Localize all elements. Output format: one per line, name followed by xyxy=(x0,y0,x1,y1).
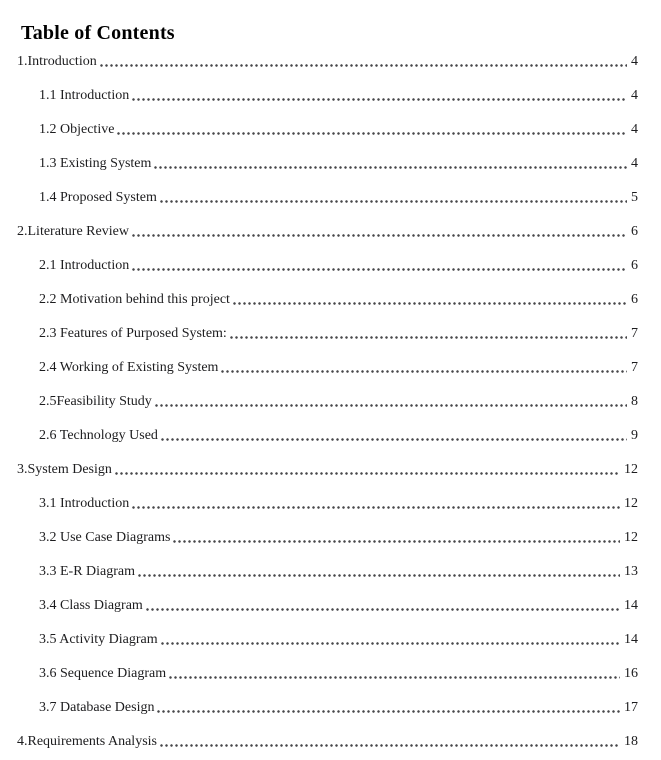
toc-entry-label: 1.3 Existing System xyxy=(39,156,152,171)
toc-entry-label: 2.6 Technology Used xyxy=(39,428,158,443)
toc-entry-label: 2.5Feasibility Study xyxy=(39,394,152,409)
dot-leader xyxy=(114,461,620,479)
toc-page-number: 6 xyxy=(631,258,638,273)
dot-leader xyxy=(131,495,620,513)
dot-leader xyxy=(131,257,627,275)
toc-entry[interactable] xyxy=(17,257,638,275)
toc-entry[interactable] xyxy=(17,529,638,547)
dot-leader xyxy=(154,393,627,411)
toc-page-number: 8 xyxy=(631,394,638,409)
toc-page-number: 9 xyxy=(631,428,638,443)
dot-leader xyxy=(145,597,620,615)
toc-entry[interactable] xyxy=(17,53,638,71)
dot-leader xyxy=(232,291,627,309)
dot-leader xyxy=(220,359,627,377)
toc-list xyxy=(17,53,638,751)
toc-page-number: 7 xyxy=(631,360,638,375)
toc-page-number: 6 xyxy=(631,224,638,239)
toc-entry[interactable] xyxy=(17,427,638,445)
toc-entry[interactable] xyxy=(17,631,638,649)
toc-entry-label: 1.4 Proposed System xyxy=(39,190,157,205)
dot-leader xyxy=(99,53,627,71)
toc-entry[interactable] xyxy=(17,665,638,683)
toc-entry-label: 2.3 Features of Purposed System: xyxy=(39,326,227,341)
dot-leader xyxy=(172,529,620,547)
dot-leader xyxy=(131,87,627,105)
toc-entry[interactable] xyxy=(17,461,638,479)
toc-page-number: 12 xyxy=(624,530,638,545)
toc-entry[interactable] xyxy=(17,393,638,411)
dot-leader xyxy=(229,325,627,343)
toc-page-number: 17 xyxy=(624,700,638,715)
toc-entry-label: 2.Literature Review xyxy=(17,224,129,239)
toc-entry-label: 4.Requirements Analysis xyxy=(17,734,157,749)
toc-page-number: 4 xyxy=(631,156,638,171)
dot-leader xyxy=(137,563,620,581)
toc-entry-label: 2.4 Working of Existing System xyxy=(39,360,219,375)
toc-page-number: 4 xyxy=(631,122,638,137)
toc-entry-label: 2.1 Introduction xyxy=(39,258,130,273)
toc-entry[interactable] xyxy=(17,223,638,241)
toc-entry[interactable] xyxy=(17,87,638,105)
dot-leader xyxy=(160,427,627,445)
toc-entry-label: 3.2 Use Case Diagrams xyxy=(39,530,171,545)
page-title: Table of Contents xyxy=(21,22,175,44)
toc-page-number: 18 xyxy=(624,734,638,749)
dot-leader xyxy=(156,699,620,717)
toc-entry-label: 1.Introduction xyxy=(17,54,97,69)
toc-entry-label: 3.System Design xyxy=(17,462,112,477)
toc-entry-label: 1.1 Introduction xyxy=(39,88,130,103)
toc-entry-label: 1.2 Objective xyxy=(39,122,115,137)
toc-entry[interactable] xyxy=(17,495,638,513)
toc-entry[interactable] xyxy=(17,325,638,343)
toc-entry-label: 3.5 Activity Diagram xyxy=(39,632,158,647)
dot-leader xyxy=(159,189,627,207)
toc-page-number: 13 xyxy=(624,564,638,579)
dot-leader xyxy=(159,733,620,751)
toc-entry-label: 3.4 Class Diagram xyxy=(39,598,143,613)
toc-entry[interactable] xyxy=(17,291,638,309)
dot-leader xyxy=(168,665,620,683)
toc-page-number: 4 xyxy=(631,54,638,69)
toc-entry[interactable] xyxy=(17,733,638,751)
toc-entry[interactable] xyxy=(17,699,638,717)
toc-page-number: 6 xyxy=(631,292,638,307)
toc-entry[interactable] xyxy=(17,563,638,581)
toc-page-number: 14 xyxy=(624,632,638,647)
dot-leader xyxy=(116,121,627,139)
toc-page-number: 12 xyxy=(624,462,638,477)
dot-leader xyxy=(131,223,627,241)
toc-entry[interactable] xyxy=(17,121,638,139)
toc-entry-label: 2.2 Motivation behind this project xyxy=(39,292,230,307)
toc-entry[interactable] xyxy=(17,359,638,377)
dot-leader xyxy=(160,631,620,649)
dot-leader xyxy=(153,155,627,173)
toc-page-number: 12 xyxy=(624,496,638,511)
toc-entry-label: 3.6 Sequence Diagram xyxy=(39,666,167,681)
toc-page-number: 14 xyxy=(624,598,638,613)
toc-entry[interactable] xyxy=(17,155,638,173)
toc-entry[interactable] xyxy=(17,597,638,615)
toc-entry-label: 3.3 E-R Diagram xyxy=(39,564,136,579)
toc-entry[interactable] xyxy=(17,189,638,207)
toc-entry-label: 3.7 Database Design xyxy=(39,700,155,715)
toc-page-number: 4 xyxy=(631,88,638,103)
toc-page-number: 16 xyxy=(624,666,638,681)
toc-page-number: 7 xyxy=(631,326,638,341)
toc-entry-label: 3.1 Introduction xyxy=(39,496,130,511)
toc-page-number: 5 xyxy=(631,190,638,205)
